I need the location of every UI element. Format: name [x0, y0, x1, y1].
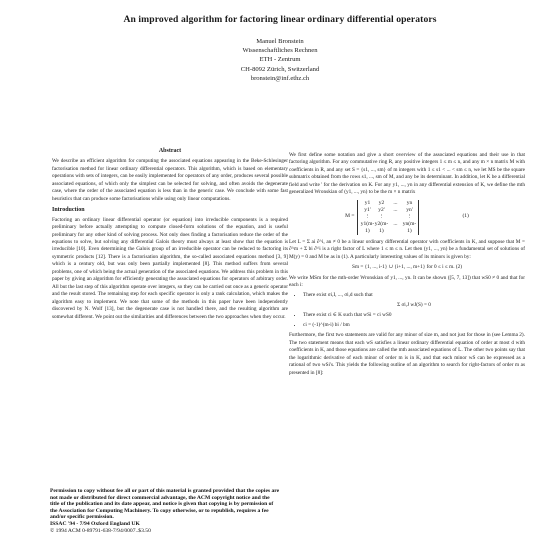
- introduction-paragraph: Factoring an ordinary linear differential operator (or equation) into irreducible components is a required preliminary before actually attempting to compute closed-form solutions of the equation, and is useful preliminary for any other kind of solving process. Not only does finding a factorisation reduce the order of the equations to solve, but solving any differential Galois theory must always at least show that the equation is irreducible [10]. Even determining the Galois group of an irreducible operator can be reduced to factoring its symmetric products [12]. There is a factorisation algorithm, the so-called associated equations method [3, 9] which is a century old, but was only been partially implemented [8]. This method suffers from several problems, one of which being the actual generation of the associated equations. We address this problem in this paper by giving an algorithm for efficiently generating the associated equations for operators of arbitrary order. All but the last step of this algorithm operate over integers, so they can be carried out once as a generic operator and the result stored. The remaining step for each specific operator is only a rank calculation, which makes the algorithm easy to implement. We note that some of the methods in this paper have been independently discovered by N. Wolf [13], but the degenerate case is not handled there, and the resulting algorithm are somewhat different. We point out the similarities and differences between the two approaches when they occur.: [52, 216, 288, 320]
- author-city: CH-8092 Zürich, Switzerland: [240, 65, 320, 73]
- matrix-cell: [388, 214, 402, 221]
- matrix-label: M =: [345, 213, 355, 220]
- paper-title: An improved algorithm for factoring linear ordinary differential operators: [123, 14, 437, 25]
- author-name: Manuel Bronstein: [256, 38, 304, 45]
- abstract-text: We describe an efficient algorithm for computing the associated equations appearing in the Beke-Schlesinger factorisation method for linear ordinary differential operators. This algorithm, which is based on elementary operations with sets of integers, can be easily implemented for operators of any order, produces several possible associated equations, of which only the simplest can be selected for solving, and often avoids the degenerate case, where the order of the associated equation is less than in the generic case. We conclude with some fast heuristics that can produce some factorisations while using only linear computations.: [52, 158, 288, 202]
- matrix-cell: yn: [406, 199, 413, 206]
- author-email: bronstein@inf.ethz.ch: [250, 74, 310, 82]
- bullet-1-text: There exist σi,I, ..., σi,d such that: [303, 292, 373, 299]
- right-paragraph-1: We first define some notation and give a short overview of the associated equations and their use in that factoring algorithm. For any commutative ring R, any positive integers 1 ≤ m ≤ n, and any m × n matrix M with coefficients in R, and any set S = {s1, ..., sm} of m integers with 1 ≤ s1 < ... < sm ≤ n, we let MS be the square submatrix obtained from the rows s1, ..., sm of M, and any be its determinant. In addition, let K be a differential field and write ' for the derivation on K. For any y1, ..., yn in any differential extension of K, we define the mth generalized Wronskian of (y1, ..., yn) to be the m × n matrix: [289, 152, 525, 196]
- isbn-line: © 1994 ACM 0-89791-638-7/94/0007..$3.50: [50, 527, 151, 534]
- author-institution: Wissenschaftliches Rechnen: [242, 47, 318, 55]
- matrix-cell: ...: [393, 206, 398, 213]
- matrix-cell: ⋮: [378, 213, 385, 220]
- conference-line: ISSAC '94 - 7/94 Oxford England UK: [50, 520, 140, 527]
- matrix-cell: ⋮: [364, 213, 371, 220]
- author-block: [0, 37, 560, 83]
- right-paragraph-2: Let L = Σ ai ∂^i, an ≠ 0 be a linear ordinary differential operator with coefficients in K, and suppose that M = ∂^m + Σ bi ∂^i is a right factor of L where 1 ≤ m ≤ n. Let then (y1, ..., yn) be a fundamental set of solutions of M(y) = 0 and M be as in (1). A particularly interesting values of its minors is given by:: [289, 238, 525, 260]
- copyright-text: Permission to copy without fee all or part of this material is granted provided that the copies are not made or distributed for direct commercial advantage, the ACM copyright notice and the title of the publication and its date appear, and notice is given that copying is by permission of the Association for Computing Machinery. To copy otherwise, or to republish, requires a fee and/or specific permission.: [50, 488, 280, 521]
- property-list: [289, 292, 525, 329]
- abstract-heading: Abstract: [158, 148, 182, 154]
- author-school: ETH - Zentrum: [259, 56, 301, 64]
- matrix-cell: ...: [393, 220, 398, 227]
- right-paragraph-4: Furthermore, the first two statements are valid for any minor of size m, and not just for those in (see Lemma 2). The two statement means that each wS satisfies a linear ordinary differential equation of order at most d with coefficients in K, and those equations are called the mth associated equations of L. The other two points say that the logarithmic derivative of each minor of order m is in K, and that each minor wS can be expressed as a rational of two wSi's. This yields the following outline of an algorithm to search for right-factors of order m as presented in [8]:: [289, 332, 525, 376]
- matrix-cell: y2': [378, 206, 385, 213]
- matrix-cell: ...: [393, 199, 398, 206]
- matrix-cell: yn(m-1): [402, 220, 417, 234]
- right-paragraph-3: We write MSm for the mth-order Wronskian of y1, ..., yn. It can be shown ([5, 7, 13]) that wS0 ≠ 0 and that for each i:: [289, 274, 525, 288]
- wronskian-matrix: [357, 200, 419, 235]
- introduction-heading: Introduction: [52, 207, 85, 214]
- list-item: • There exist ci ∈ K such that wSi = ci wS0: [303, 312, 525, 319]
- list-item: [303, 292, 525, 309]
- right-column: [289, 152, 525, 380]
- sum-formula: Σ σi,J wJ(S) = 0: [397, 301, 431, 308]
- matrix-cell: y1(m-1): [360, 220, 375, 234]
- copyright-notice: [50, 488, 280, 534]
- matrix-cell: y2(m-1): [374, 220, 389, 234]
- wronskian-equation: [289, 200, 525, 235]
- left-column: [52, 148, 288, 324]
- matrix-cell: ⋮: [406, 213, 413, 220]
- matrix-cell: y1: [364, 199, 371, 206]
- list-item: • ci = (-1)^(m-i) bi / bm: [303, 322, 525, 329]
- matrix-cell: y1': [364, 206, 371, 213]
- formula-2: Sm = {1, ..., i-1} ∪ {i+1, ..., m+1} for 0 ≤ i ≤ m. (2): [352, 264, 462, 271]
- matrix-cell: yn': [406, 206, 413, 213]
- equation-number: (1): [462, 213, 469, 220]
- matrix-cell: y2: [378, 199, 385, 206]
